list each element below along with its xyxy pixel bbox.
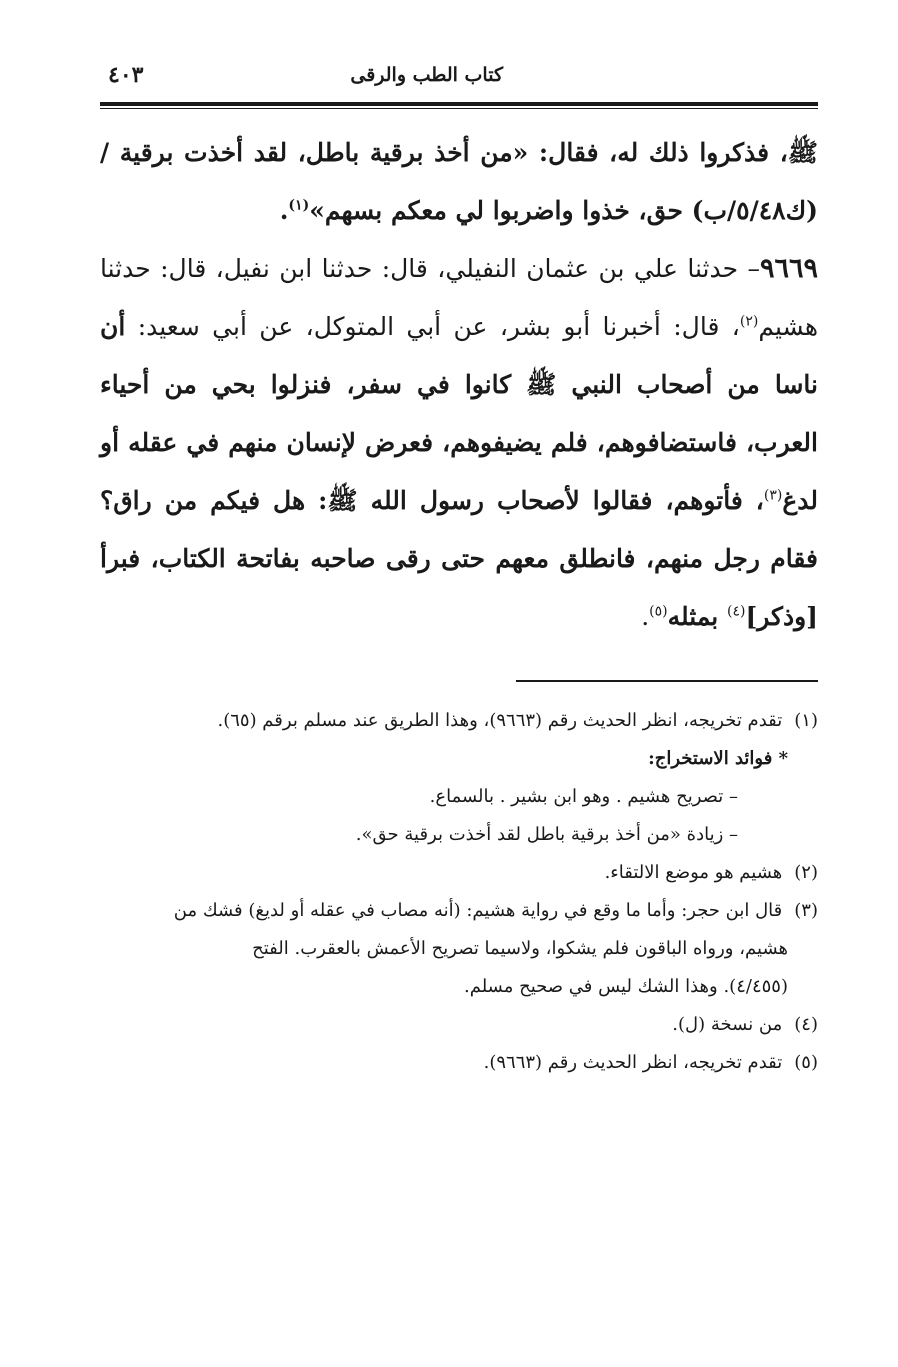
footnote-text: هشيم هو موضع الالتقاء. <box>604 862 783 883</box>
benefits-heading: * فوائد الاستخراج: <box>648 748 788 769</box>
footnote-text: من نسخة (ل). <box>672 1014 783 1035</box>
footnote-text: قال ابن حجر: وأما ما وقع في رواية هشيم: (أنه مصاب في عقله أو لديغ) فشك من <box>173 900 783 921</box>
matn-text-2: ، فأتوهم، فقالوا لأصحاب رسول الله ﷺ: هل فيكم من راق؟ فقام رجل منهم، فانطلق معهم حتى رقى صاحبه بفاتحة الكتاب، فبرأ [وذكر] <box>100 486 818 631</box>
footnote-ref-1: (١) <box>288 197 310 214</box>
page-number: ٤٠٣ <box>108 62 144 88</box>
footnote-ref-3: (٣) <box>763 487 783 504</box>
isnad-text: – حدثنا علي بن عثمان النفيلي، قال: حدثنا ابن نفيل، قال: حدثنا هشيم <box>100 254 818 341</box>
benefit-item-2: – زيادة «من أخذ برقية باطل لقد أخذت برقية حق». <box>355 824 738 845</box>
footnote-1 <box>100 702 818 740</box>
footnote-3-line-2: هشيم، ورواه الباقون فلم يشكوا، ولاسيما تصريح الأعمش بالعقرب. الفتح <box>252 938 788 959</box>
footnotes <box>100 702 818 1082</box>
paragraph-end-2: . <box>641 602 650 631</box>
benefit-item-1: – تصريح هشيم . وهو ابن بشير . بالسماع. <box>429 786 738 807</box>
isnad-text-2: ، قال: أخبرنا أبو بشر، عن أبي المتوكل، عن أبي سعيد: <box>125 312 740 341</box>
header-rule-thin <box>100 108 818 109</box>
paragraph-text: ﷺ، فذكروا ذلك له، فقال: «من أخذ برقية باطل، لقد أخذت برقية / (ك٥/٤٨/ب) حق، خذوا واضربوا لي معكم بسهم» <box>100 138 818 225</box>
footnote-separator <box>516 680 818 682</box>
main-text <box>100 124 818 646</box>
footnote-ref-2: (٢) <box>739 313 759 330</box>
footnote-2 <box>100 854 818 892</box>
hadith-number: ٩٦٦٩ <box>759 253 818 284</box>
hadith-paragraph <box>100 240 818 646</box>
footnote-ref-4: (٤) <box>726 603 746 620</box>
footnote-5 <box>100 1044 818 1082</box>
footnote-number: (٣) <box>794 900 818 921</box>
footnote-text: تقدم تخريجه، انظر الحديث رقم (٩٦٦٣)، وهذا الطريق عند مسلم برقم (٦٥). <box>217 710 783 731</box>
footnote-ref-5: (٥) <box>649 603 668 620</box>
footnote-number: (٤) <box>794 1014 818 1035</box>
running-header <box>100 64 818 98</box>
paragraph-continuation <box>100 124 818 240</box>
footnote-number: (٢) <box>794 862 818 883</box>
matn-text-3: بمثله <box>667 602 727 631</box>
footnote-3 <box>100 892 818 930</box>
paragraph-end: . <box>279 196 289 225</box>
footnote-number: (٥) <box>794 1052 818 1073</box>
header-rule-thick <box>100 102 818 106</box>
matn-text: أن ناسا من أصحاب النبي ﷺ كانوا في سفر، فنزلوا بحي من أحياء العرب، فاستضافوهم، فلم يضيفوهم، فعرض لإنسان منهم في عقله أو لدغ <box>100 312 818 515</box>
footnote-text: تقدم تخريجه، انظر الحديث رقم (٩٦٦٣). <box>483 1052 783 1073</box>
header-title: كتاب الطب والرقى <box>350 64 503 86</box>
footnote-4 <box>100 1006 818 1044</box>
footnote-3-line-3: (٤/٤٥٥). وهذا الشك ليس في صحيح مسلم. <box>464 976 788 997</box>
footnote-number: (١) <box>794 710 818 731</box>
